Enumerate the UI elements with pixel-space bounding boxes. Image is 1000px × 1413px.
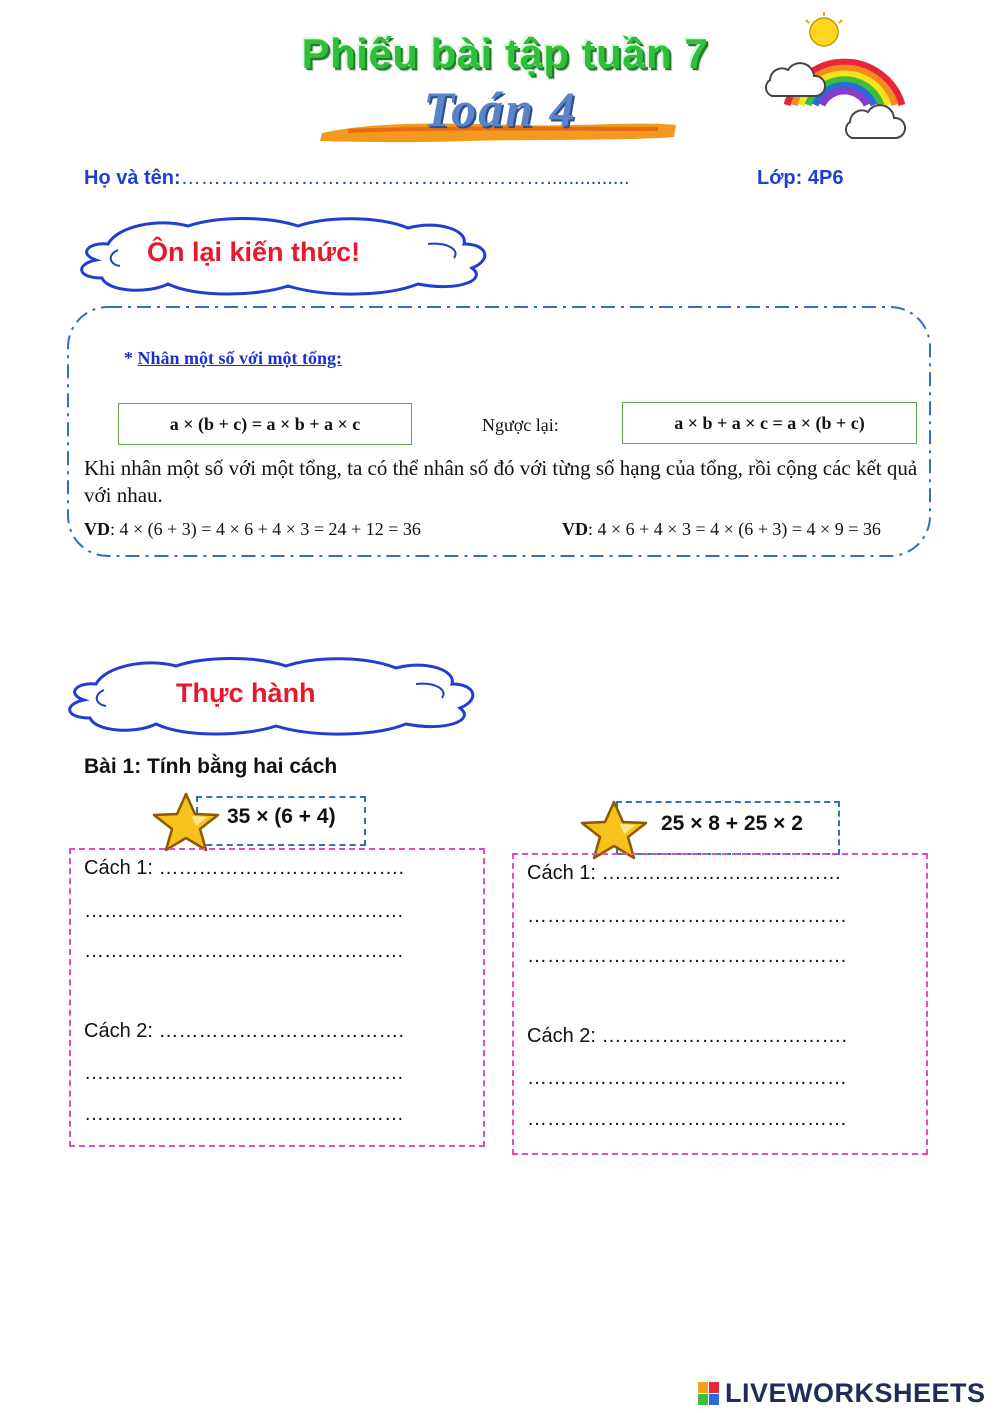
answer-1-line-4[interactable]: Cách 2: ………………………………. (84, 1020, 405, 1042)
class-label: Lớp: 4P6 (757, 167, 844, 189)
knowledge-heading: * Nhân một số với một tổng: (124, 348, 342, 368)
example-1: VD: 4 × (6 + 3) = 4 × 6 + 4 × 3 = 24 + 12 = 36 (84, 519, 421, 539)
cloud-label-review: Ôn lại kiến thức! (147, 237, 361, 267)
rainbow-sun-icon (762, 10, 912, 150)
star-icon (148, 792, 224, 852)
answer-2-line-1[interactable]: Cách 1: ……………………………… (527, 862, 842, 884)
answer-1-line-2[interactable]: ………………………………………… (84, 900, 404, 922)
answer-2-line-3[interactable]: ………………………………………… (527, 945, 847, 967)
rule-explanation: Khi nhân một số với một tổng, ta có thể nhân số đó với từng số hạng của tổng, rồi cộng các kết quả với nhau. (84, 456, 918, 507)
knowledge-heading-text: Nhân một số với một tổng: (137, 348, 342, 368)
answer-2-line-5[interactable]: ………………………………………… (527, 1067, 847, 1089)
answer-2-line-2[interactable]: ………………………………………… (527, 905, 847, 927)
liveworksheets-brand[interactable]: LIVEWORKSHEETS (725, 1378, 986, 1408)
problem-2-expression: 25 × 8 + 25 × 2 (661, 812, 803, 835)
formula-right: a × b + a × c = a × (b + c) (622, 402, 917, 444)
star-icon (576, 800, 652, 860)
answer-2-line-6[interactable]: ………………………………………… (527, 1108, 847, 1130)
answer-1-line-6[interactable]: ………………………………………… (84, 1103, 404, 1125)
answer-1-line-3[interactable]: ………………………………………… (84, 940, 404, 962)
formula-left: a × (b + c) = a × b + a × c (118, 403, 412, 445)
problem-1-expression: 35 × (6 + 4) (227, 805, 336, 828)
answer-1-line-1[interactable]: Cách 1: ………………………………. (84, 857, 405, 879)
answer-2-line-4[interactable]: Cách 2: ………………………………. (527, 1025, 848, 1047)
answer-1-line-5[interactable]: ………………………………………… (84, 1062, 404, 1084)
page-subtitle: Toán 4 (423, 81, 577, 137)
exercise-title: Bài 1: Tính bằng hai cách (84, 755, 338, 778)
name-field[interactable] (84, 167, 630, 190)
page-title: Phiếu bài tập tuần 7 (301, 30, 709, 77)
liveworksheets-logo-icon (697, 1380, 721, 1408)
name-dots: ………………………………….……………............... (180, 167, 630, 189)
reverse-label: Ngược lại: (482, 415, 559, 435)
example-2: VD: 4 × 6 + 4 × 3 = 4 × (6 + 3) = 4 × 9 = 36 (562, 519, 881, 539)
name-label: Họ và tên: (84, 167, 181, 189)
cloud-label-practice: Thực hành (176, 678, 316, 708)
